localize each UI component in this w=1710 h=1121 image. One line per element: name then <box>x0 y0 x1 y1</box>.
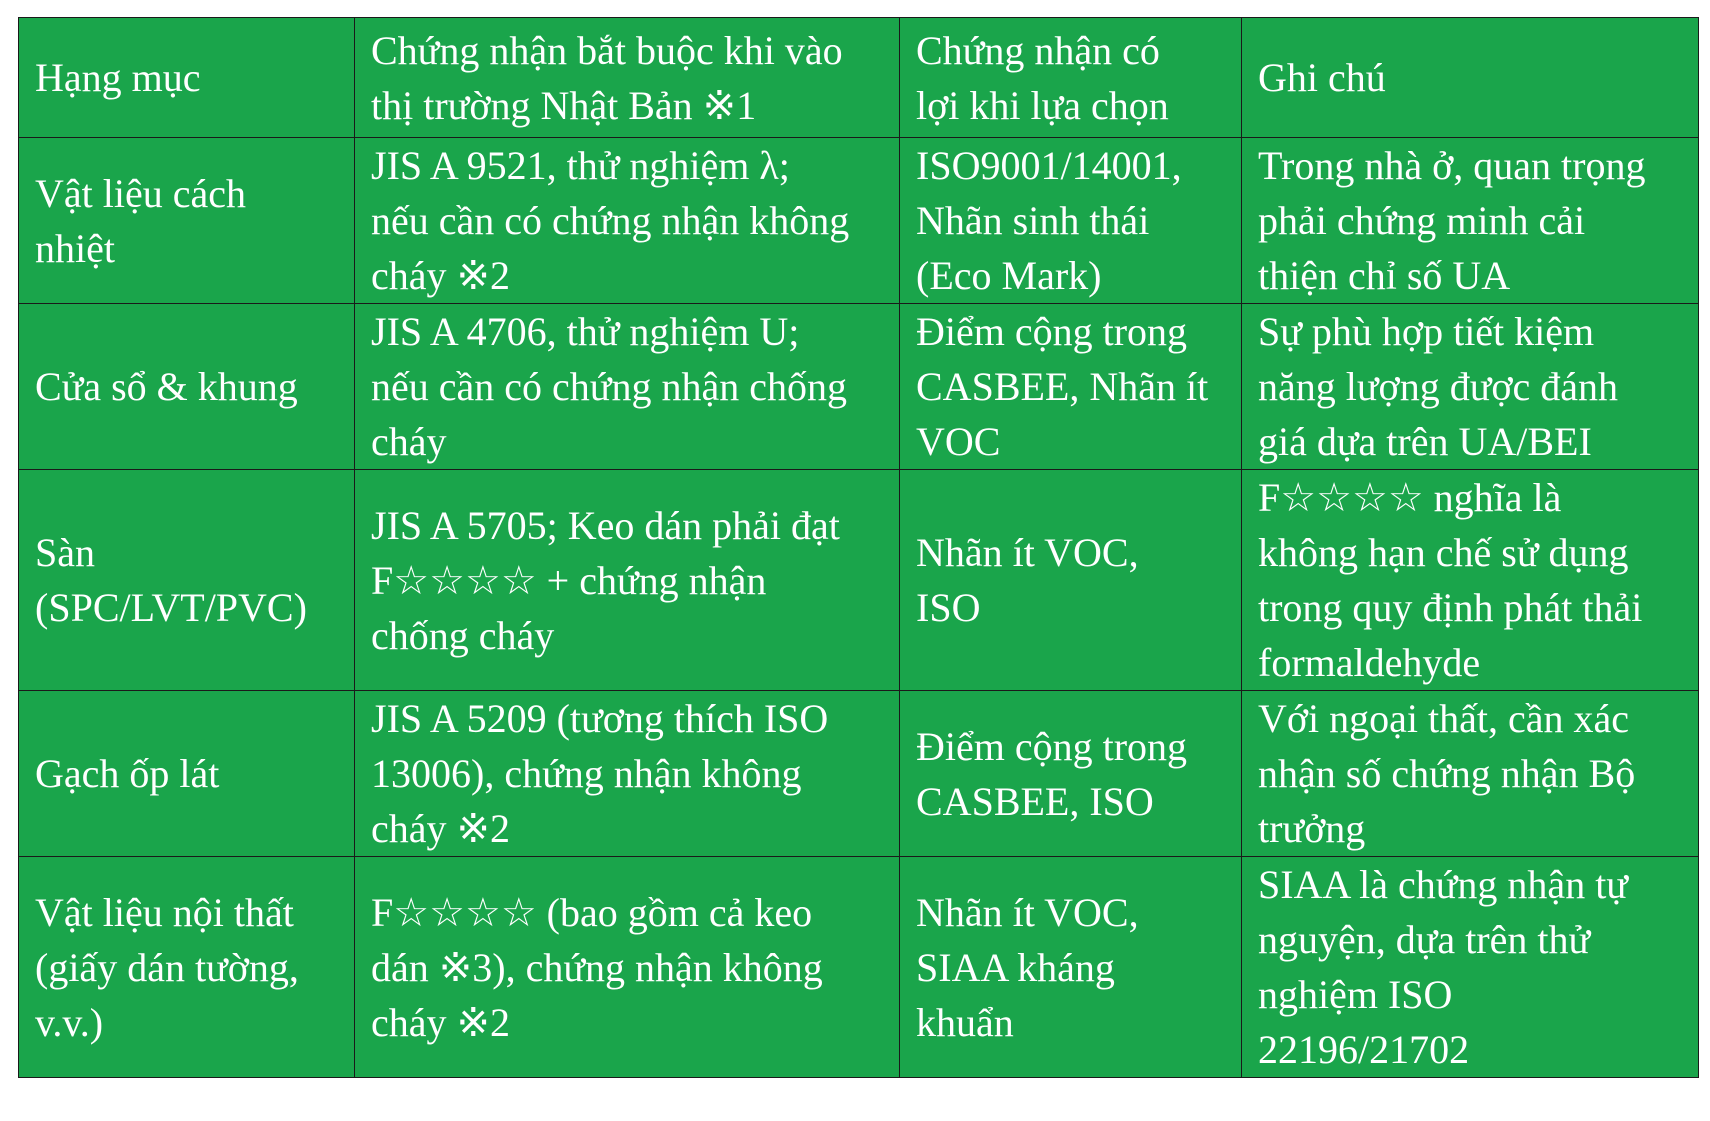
cell-text-line: Cửa sổ & khung <box>35 364 298 409</box>
cell-category <box>19 304 355 470</box>
cell-text-line: cháy <box>371 419 447 464</box>
cell-text-line: (SPC/LVT/PVC) <box>35 585 307 630</box>
cell-text-line: ISO <box>916 585 981 630</box>
cell-text-line: Điểm cộng trong <box>916 723 1188 769</box>
cell-text-line: (giấy dán tường, <box>35 944 299 990</box>
cell-text-line: F☆☆☆☆ + chứng nhận <box>371 557 767 603</box>
cell-note <box>1242 138 1699 304</box>
cell-text-line: SIAA là chứng nhận tự <box>1258 862 1628 907</box>
cell-text-line: 13006), chứng nhận không <box>371 751 802 796</box>
cell-text-line: Sàn <box>35 530 95 575</box>
table-body <box>19 18 1699 1078</box>
cell-text-line: Trong nhà ở, quan trọng <box>1258 143 1646 188</box>
cell-text-line: F☆☆☆☆ (bao gồm cả keo <box>371 889 813 935</box>
table-row <box>19 138 1699 304</box>
cell-text-line: 22196/21702 <box>1258 1027 1470 1072</box>
cell-text-line: SIAA kháng <box>916 944 1115 990</box>
cell-text-line: lợi khi lựa chọn <box>916 82 1169 128</box>
cell-text-line: phải chứng minh cải <box>1258 198 1586 243</box>
header-cell-optional-cert <box>900 18 1242 138</box>
cell-text-line: dán ※3), chứng nhận không <box>371 944 823 990</box>
cell-text-line: Chứng nhận bắt buộc khi vào <box>371 27 843 73</box>
header-cell-note <box>1242 18 1699 138</box>
cell-mandatory-cert <box>355 857 900 1078</box>
table-row <box>19 857 1699 1078</box>
cell-mandatory-cert <box>355 304 900 470</box>
cell-text-line: nhận số chứng nhận Bộ <box>1258 751 1636 796</box>
cell-text-line: Gạch ốp lát <box>35 751 220 796</box>
cell-text-line: CASBEE, Nhãn ít <box>916 364 1209 409</box>
cell-text-line: khuẩn <box>916 999 1014 1045</box>
cell-mandatory-cert <box>355 470 900 691</box>
table-row <box>19 470 1699 691</box>
cell-text-line: Nhãn sinh thái <box>916 198 1150 243</box>
cell-text-line: trong quy định phát thải <box>1258 585 1643 630</box>
cell-text-line: Vật liệu cách <box>35 170 246 216</box>
cell-text-line: v.v.) <box>35 999 104 1045</box>
cell-category <box>19 138 355 304</box>
cell-note <box>1242 691 1699 857</box>
cell-text-line: Với ngoại thất, cần xác <box>1258 696 1630 741</box>
cell-text-line: VOC <box>916 419 1001 464</box>
header-row <box>19 18 1699 138</box>
header-cell-category <box>19 18 355 138</box>
table-row <box>19 304 1699 470</box>
cell-note <box>1242 470 1699 691</box>
cell-category <box>19 691 355 857</box>
cell-text-line: cháy ※2 <box>371 253 511 298</box>
cell-note <box>1242 304 1699 470</box>
cell-text-line: trưởng <box>1258 806 1366 851</box>
cell-text-line: CASBEE, ISO <box>916 778 1154 824</box>
table-row <box>19 691 1699 857</box>
cell-text-line: nguyện, dựa trên thử <box>1258 917 1591 962</box>
cell-text-line: JIS A 9521, thử nghiệm λ; <box>371 143 790 188</box>
cell-text-line: JIS A 4706, thử nghiệm U; <box>371 309 800 354</box>
cell-text-line: ISO9001/14001, <box>916 143 1182 188</box>
cell-category <box>19 857 355 1078</box>
cell-optional-cert <box>900 304 1242 470</box>
cell-category <box>19 470 355 691</box>
cell-text-line: formaldehyde <box>1258 640 1481 685</box>
cell-text-line: JIS A 5209 (tương thích ISO <box>371 696 829 741</box>
cell-text-line: Ghi chú <box>1258 55 1386 100</box>
cell-text-line: nhiệt <box>35 225 115 271</box>
cell-text-line: nếu cần có chứng nhận không <box>371 198 850 243</box>
cell-text-line: Điểm cộng trong <box>916 309 1188 354</box>
cell-text-line: không hạn chế sử dụng <box>1258 530 1629 575</box>
cell-mandatory-cert <box>355 691 900 857</box>
cell-text-line: thiện chỉ số UA <box>1258 253 1511 298</box>
cell-text-line: Hạng mục <box>35 55 201 100</box>
cell-text-line: JIS A 5705; Keo dán phải đạt <box>371 502 840 548</box>
cell-text-line: thị trường Nhật Bản ※1 <box>371 82 757 128</box>
cell-note <box>1242 857 1699 1078</box>
cell-text-line: cháy ※2 <box>371 999 511 1045</box>
cell-mandatory-cert <box>355 138 900 304</box>
certification-table <box>18 17 1699 1078</box>
cell-text-line: năng lượng được đánh <box>1258 364 1619 409</box>
cell-text-line: Chứng nhận có <box>916 27 1160 73</box>
cell-optional-cert <box>900 857 1242 1078</box>
cell-text-line: nghiệm ISO <box>1258 972 1453 1017</box>
cell-text-line: Vật liệu nội thất <box>35 889 294 935</box>
cell-text-line: Nhãn ít VOC, <box>916 889 1139 935</box>
cell-optional-cert <box>900 138 1242 304</box>
cell-text-line: Nhãn ít VOC, <box>916 530 1139 575</box>
cell-text-line: nếu cần có chứng nhận chống <box>371 364 847 409</box>
cell-optional-cert <box>900 691 1242 857</box>
cell-text-line: chống cháy <box>371 612 555 658</box>
cell-text-line: cháy ※2 <box>371 806 511 851</box>
cell-optional-cert <box>900 470 1242 691</box>
header-cell-mandatory-cert <box>355 18 900 138</box>
cell-text-line: giá dựa trên UA/BEI <box>1258 419 1592 464</box>
cell-text-line: Sự phù hợp tiết kiệm <box>1258 309 1595 354</box>
cell-text-line: (Eco Mark) <box>916 253 1102 298</box>
cell-text-line: F☆☆☆☆ nghĩa là <box>1258 475 1562 520</box>
